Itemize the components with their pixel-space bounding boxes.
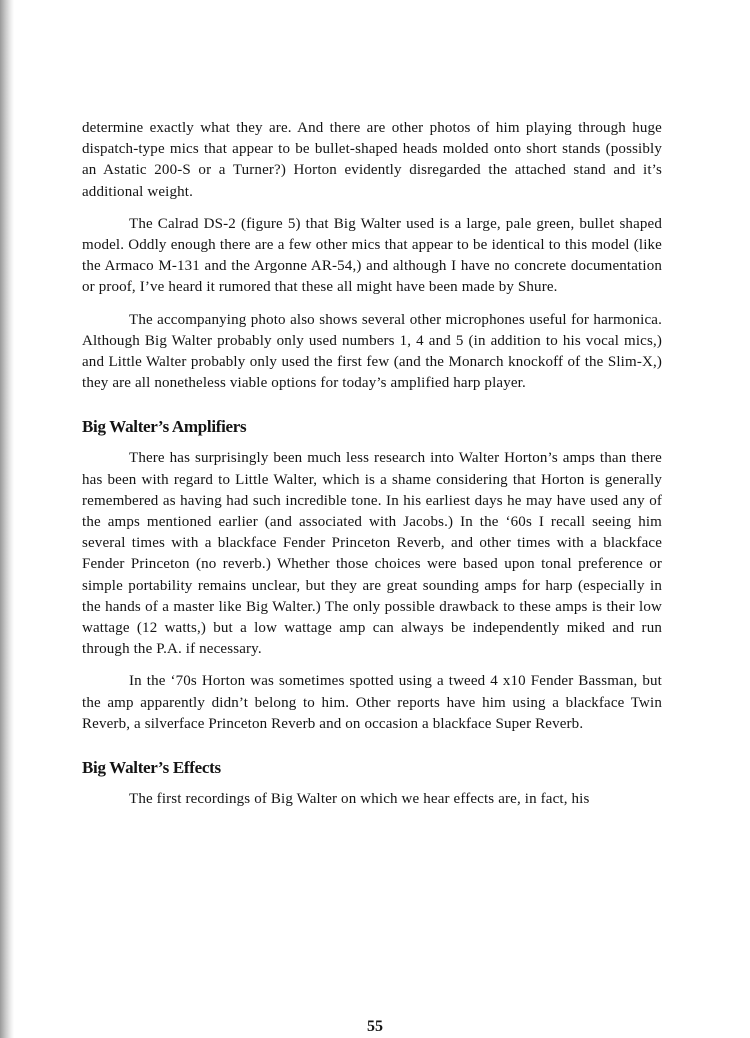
paragraph-amps-research: There has surprisingly been much less research into Walter Horton’s amps than there has been with regard to Little Walter, which is a shame considering that Horton is generally remembered as having had such incredible tone. In his earliest days he may have used any of the amps mentioned earlier (and associated with Jacobs.) In the ‘60s I recall seeing him several times with a blackface Fender Princeton Reverb, and other times with a blackface Fender Princeton (no reverb.) Whether those choices were based upon tonal preference or simple portability remains unclear, but they are great sounding amps for harp (especially in the hands of a master like Big Walter.) The only possible drawback to these amps is their low wattage (12 watts,) but a low wattage amp can always be independently miked and run through the P.A. if necessary. bbox=[82, 450, 662, 658]
heading-effects: Big Walter’s Effects bbox=[82, 758, 221, 778]
heading-amplifiers: Big Walter’s Amplifiers bbox=[82, 417, 247, 437]
page-number: 55 bbox=[367, 1018, 383, 1035]
scan-edge-shadow bbox=[0, 0, 14, 1038]
paragraph-70s-amps: In the ‘70s Horton was sometimes spotted using a tweed 4 x10 Fender Bassman, but the amp apparently didn’t belong to him. Other reports have him using a blackface Twin Reverb, a silverface Princeton Reverb and on occasion a blackface Super Reverb. bbox=[82, 673, 662, 732]
paragraph-calrad: The Calrad DS-2 (figure 5) that Big Walter used is a large, pale green, bullet shaped model. Oddly enough there are a few other mics that appear to be identical to this model (like the Armaco M-131 and the Argonne AR-54,) and although I have no concrete documentation or proof, I’ve heard it rumored that these all might have been made by Shure. bbox=[82, 215, 662, 296]
paragraph-continued: determine exactly what they are. And there are other photos of him playing through huge dispatch-type mics that appear to be bullet-shaped heads molded onto short stands (possibly an Astatic 200-S or a Turner?) Horton evidently disregarded the attached stand and it’s additional weight. bbox=[82, 120, 662, 200]
paragraph-effects: The first recordings of Big Walter on which we hear effects are, in fact, his bbox=[129, 791, 590, 808]
paragraph-accompanying-photo: The accompanying photo also shows several other microphones useful for harmonica. Although Big Walter probably only used numbers 1, 4 and 5 (in addition to his vocal mics,) and Little Walter probably only used the first few (and the Monarch knockoff of the Slim-X,) they are all nonetheless viable options for today’s amplified harp player. bbox=[82, 311, 662, 392]
page-body bbox=[82, 118, 662, 810]
